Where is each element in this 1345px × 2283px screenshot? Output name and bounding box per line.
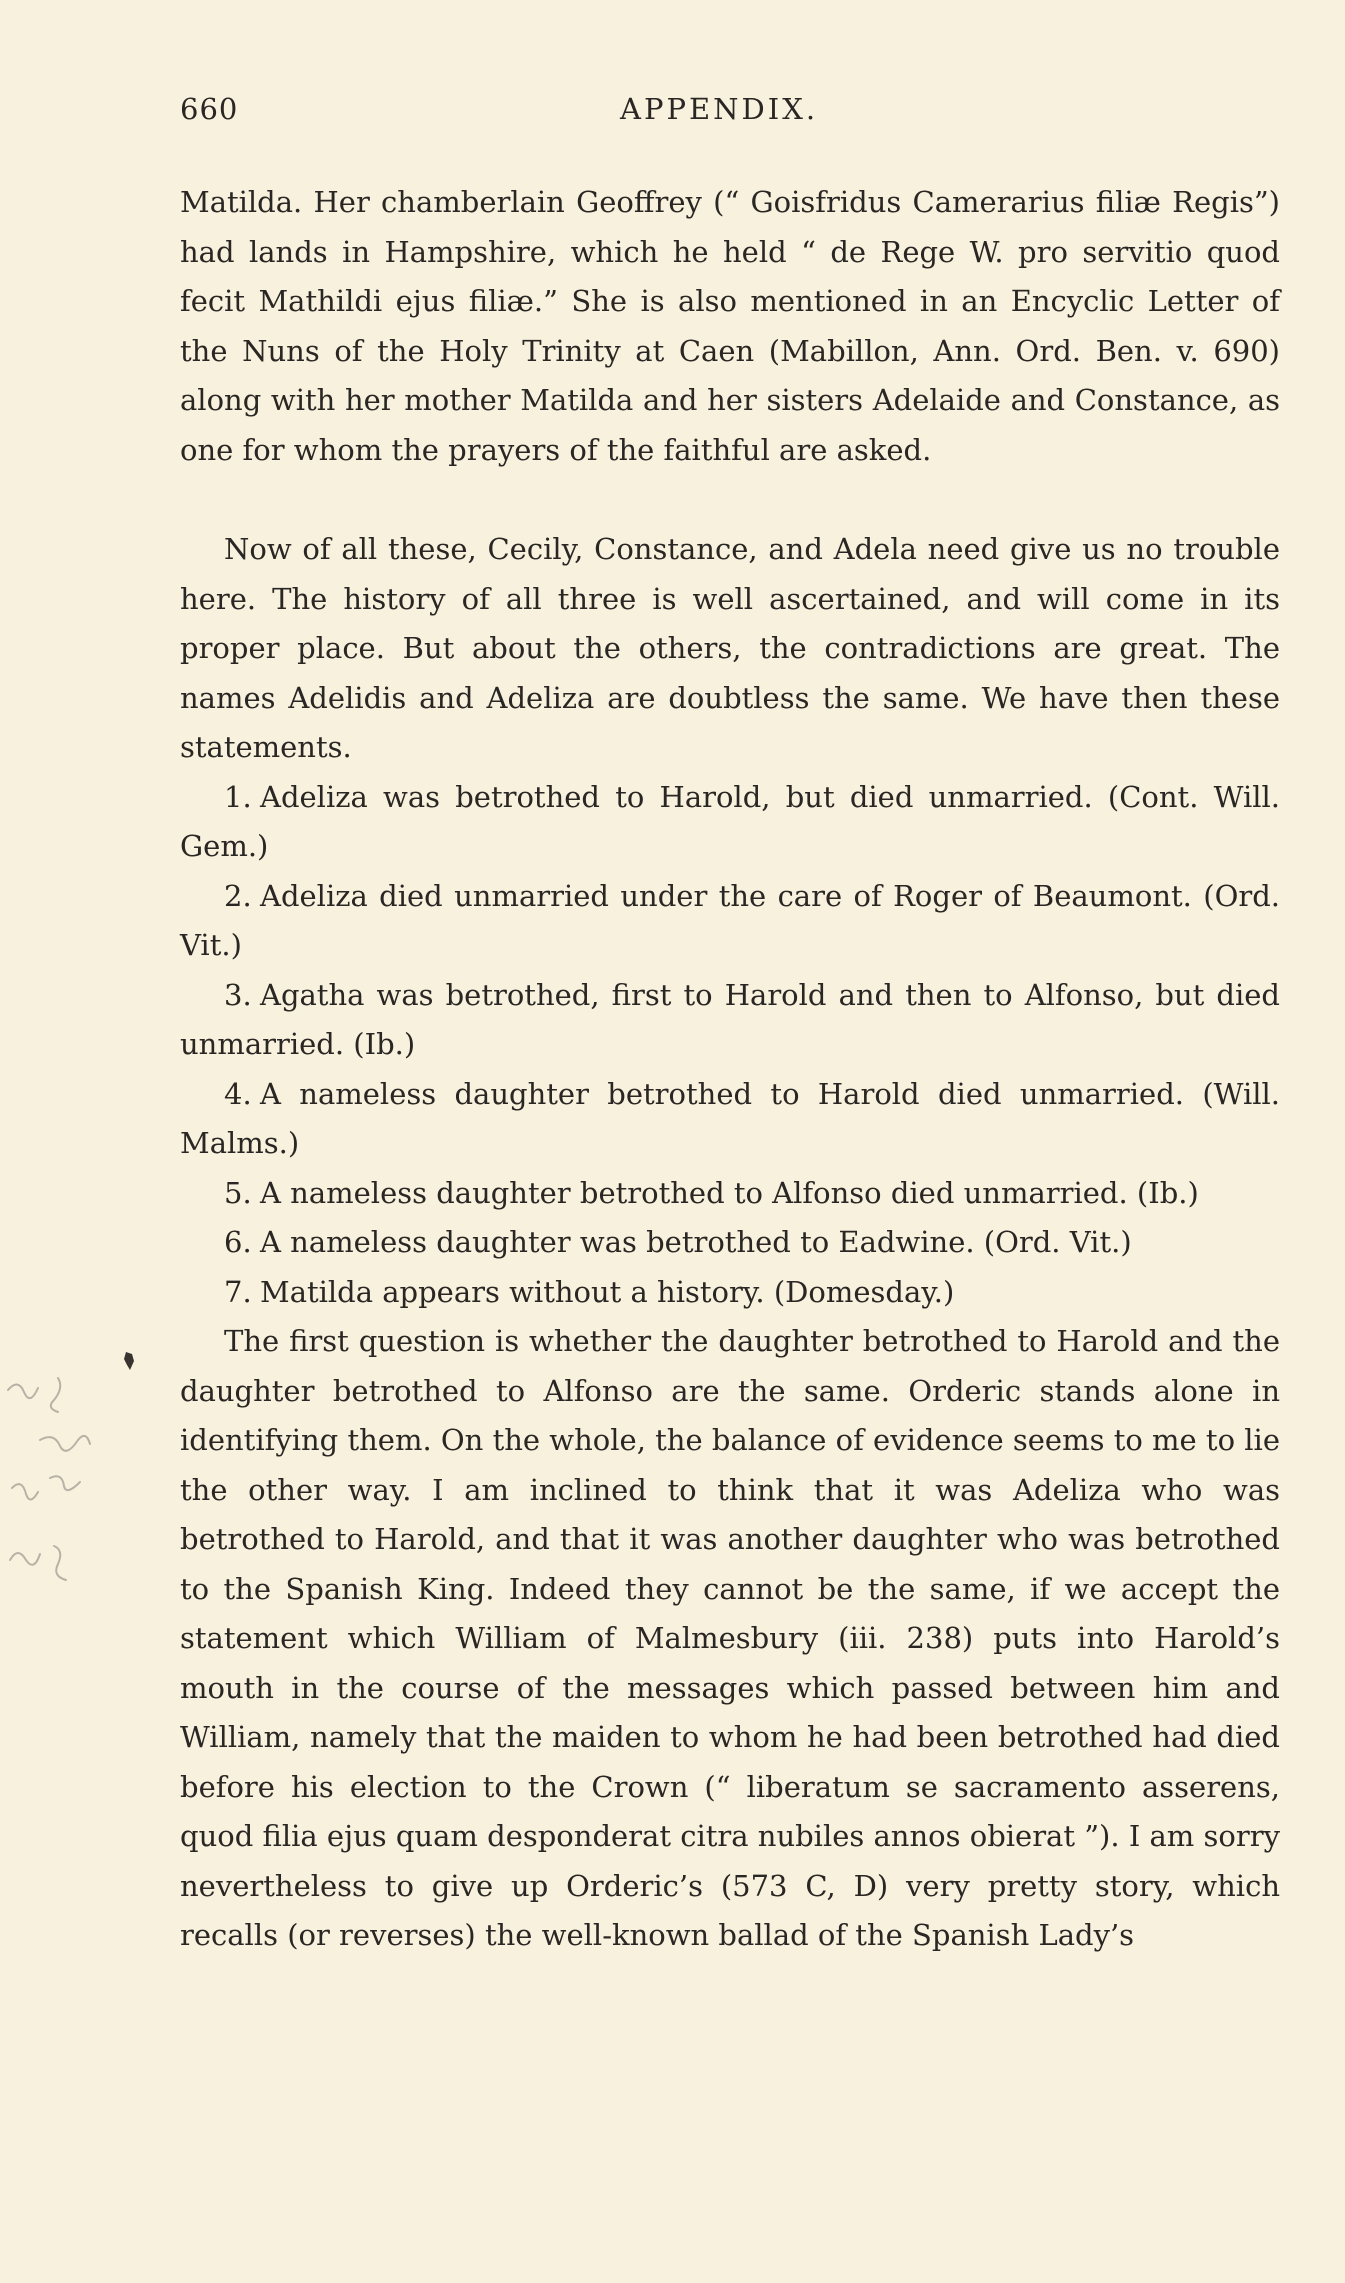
paragraph-1: Matilda. Her chamberlain Geoffrey (“ Goisfridus Camerarius filiæ Regis”) had lands in Hampshire, which he held “ de Rege W. pro servitio quod fecit Mathildi ejus filiæ.” She is also mentioned in an Encyclic Letter of the Nuns of the Holy Trinity at Caen (Mabillon, Ann. Ord. Ben. v. 690) along with her mother Matilda and her sisters Adelaide and Constance, as one for whom the prayers of the faithful are asked. <box>180 185 1280 467</box>
statement-number: 3. <box>224 977 252 1012</box>
statement-number: 6. <box>224 1225 252 1259</box>
statement-text: Agatha was betrothed, first to Harold and then to Alfonso, but died unmarried. (Ib.) <box>180 977 1280 1061</box>
statement-text: A nameless daughter was betrothed to Eadwine. (Ord. Vit.) <box>260 1225 1132 1259</box>
statement-item <box>180 1218 1280 1268</box>
statement-text: Adeliza died unmarried under the care of Roger of Beaumont. (Ord. Vit.) <box>180 878 1280 962</box>
statement-number: 7. <box>224 1274 252 1309</box>
pencil-scribble-icon <box>0 1370 110 1620</box>
statement-item <box>180 1070 1280 1169</box>
statement-text: A nameless daughter betrothed to Harold died unmarried. (Will. Malms.) <box>180 1076 1280 1160</box>
statement-item <box>180 1169 1280 1219</box>
statement-number: 4. <box>224 1076 252 1111</box>
paragraph-2: Now of all these, Cecily, Constance, and Adela need give us no trouble here. The history of all three is well ascertained, and will come in its proper place. But about the others, the contradictions are great. The names Adelidis and Adeliza are doubtless the same. We have then these statements. <box>180 532 1280 764</box>
statement-text: A nameless daughter betrothed to Alfonso died unmarried. (Ib.) <box>260 1175 1199 1210</box>
statement-item <box>180 872 1280 971</box>
ink-mark-icon <box>122 1350 136 1372</box>
statement-text: Adeliza was betrothed to Harold, but died unmarried. (Cont. Will. Gem.) <box>180 779 1280 863</box>
statement-item <box>180 971 1280 1070</box>
body-text <box>180 178 1280 1961</box>
page-number: 660 <box>180 92 239 126</box>
statement-item <box>180 1268 1280 1318</box>
statement-number: 2. <box>224 878 252 913</box>
statement-text: Matilda appears without a history. (Domesday.) <box>260 1274 955 1309</box>
page-header <box>180 92 1280 132</box>
statement-number: 1. <box>224 779 252 814</box>
statement-number: 5. <box>224 1175 252 1210</box>
paragraph-3: The first question is whether the daughter betrothed to Harold and the daughter betrothed to Alfonso are the same. Orderic stands alone in identifying them. On the whole, the balance of evidence seems to me to lie the other way. I am inclined to think that it was Adeliza who was betrothed to Harold, and that it was another daughter who was betrothed to the Spanish King. Indeed they cannot be the same, if we accept the statement which William of Malmesbury (iii. 238) puts into Harold’s mouth in the course of the messages which passed between him and William, namely that the maiden to whom he had been betrothed had died before his election to the Crown (“ liberatum se sacramento asserens, quod filia ejus quam desponderat citra nubiles annos obierat ”). I am sorry nevertheless to give up Orderic’s (573 C, D) very pretty story, which recalls (or reverses) the well-known ballad of the Spanish Lady’s <box>180 1324 1280 1952</box>
statement-item <box>180 773 1280 872</box>
running-head: APPENDIX. <box>620 92 819 126</box>
